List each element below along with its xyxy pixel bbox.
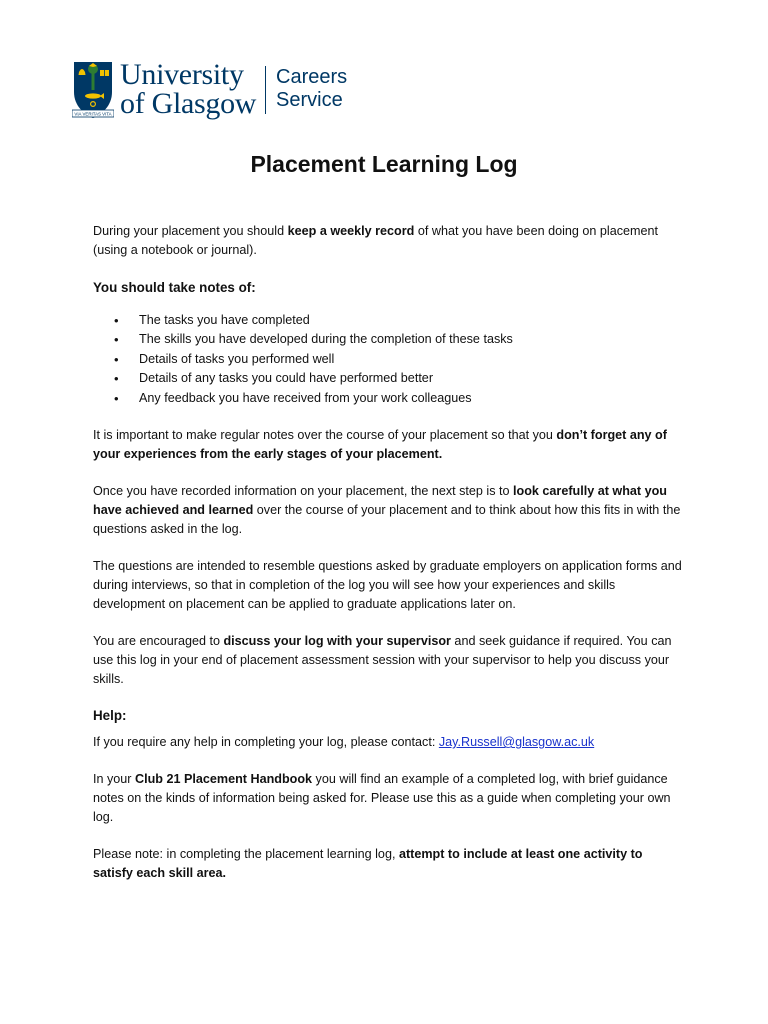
header <box>72 60 392 122</box>
contact-email-link[interactable]: Jay.Russell@glasgow.ac.uk <box>438 735 595 750</box>
university-name-line2: of Glasgow <box>120 87 257 120</box>
help-heading: Help: <box>93 708 127 724</box>
service-line1: Careers <box>276 66 348 88</box>
handbook-paragraph: In your Club 21 Placement Handbook you will find an example of a completed log, with brief guidance notes on the kinds of information being asked for. Please use this as a guide when completing your own log. <box>93 772 671 825</box>
document-body <box>93 222 683 883</box>
university-crest-icon <box>72 60 114 120</box>
service-line2: Service <box>276 89 343 111</box>
regular-notes-paragraph: It is important to make regular notes over the course of your placement so that you don’t forget any of your experiences from the early stages of your placement. <box>93 428 667 462</box>
discuss-paragraph: You are encouraged to discuss your log with your supervisor and seek guidance if required. You can use this log in your end of placement assessment session with your supervisor to help you discuss your skills. <box>93 634 672 687</box>
university-wordmark <box>120 60 256 119</box>
list-item: • Details of any tasks you could have performed better <box>93 369 683 388</box>
header-divider <box>265 66 266 114</box>
recorded-info-paragraph: Once you have recorded information on your placement, the next step is to look carefully at what you have achieved and learned over the course of your placement and to think about how this fits in with the questions asked in the log. <box>93 484 681 537</box>
questions-paragraph: The questions are intended to resemble questions asked by graduate employers on application forms and during interviews, so that in completion of the log you will see how your experiences and skills development on placement can be applied to graduate applications later on. <box>93 559 682 612</box>
university-name-line1: University <box>120 58 244 91</box>
intro-paragraph: During your placement you should keep a weekly record of what you have been doing on placement (using a notebook or journal). <box>93 224 658 257</box>
list-item: • The tasks you have completed <box>93 311 683 330</box>
help-contact-line: If you require any help in completing your log, please contact: Jay.Russell@glasgow.ac.uk <box>93 735 595 750</box>
notes-heading: You should take notes of: <box>93 280 256 295</box>
page-title: Placement Learning Log <box>250 151 518 177</box>
notes-list <box>93 311 683 408</box>
careers-service-label <box>276 66 347 112</box>
list-item: • Details of tasks you performed well <box>93 350 683 369</box>
list-item: • The skills you have developed during the completion of these tasks <box>93 330 683 349</box>
crest-motto: VIA VERITAS VITA <box>74 111 112 117</box>
note-paragraph: Please note: in completing the placement learning log, attempt to include at least one activity to satisfy each skill area. <box>93 847 643 881</box>
list-item: • Any feedback you have received from your work colleagues <box>93 389 683 408</box>
